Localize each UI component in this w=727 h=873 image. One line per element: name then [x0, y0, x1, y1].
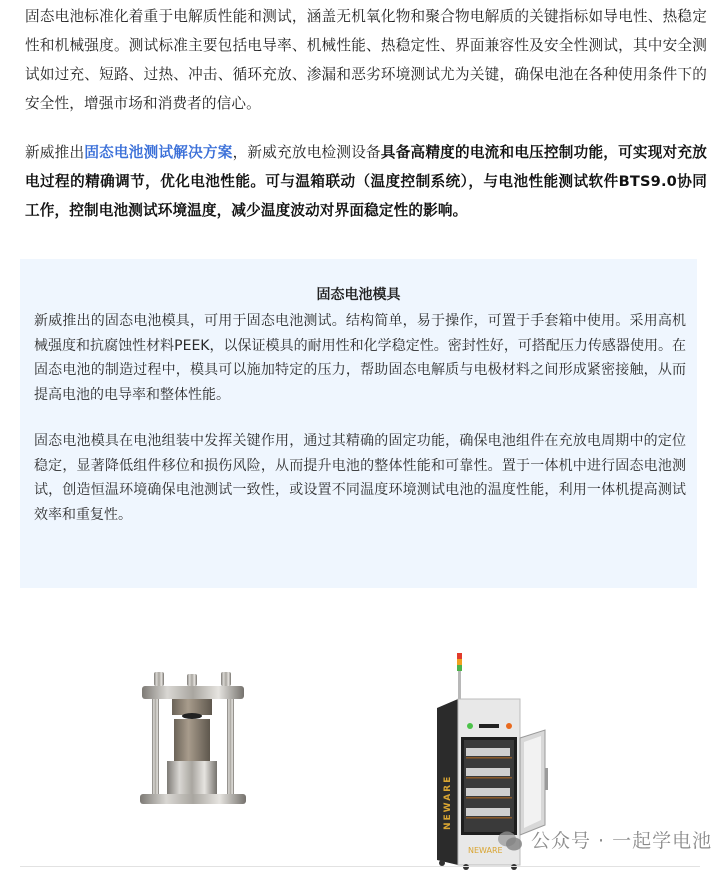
mold-info-panel [20, 259, 697, 588]
bottom-divider [20, 866, 700, 867]
panel-paragraph-1: 新威推出的固态电池模具，可用于固态电池测试。结构简单，易于操作，可置于手套箱中使用。采用高机械强度和抗腐蚀性材料PEEK，以保证模具的耐用性和化学稳定性。密封性好，可搭配压力传感器使用。在固态电池的制造过程中，模具可以施加特定的压力，帮助固态电解质与电极材料之间形成紧密接触，从而提高电池的电导率和整体性能。 [34, 313, 686, 403]
intro-paragraph-1: 固态电池标准化着重于电解质性能和测试，涵盖无机氧化物和聚合物电解质的关键指标如导电性、热稳定性和机械强度。测试标准主要包括电导率、机械性能、热稳定性、界面兼容性及安全性测试，其中安全测试如过充、短路、过热、冲击、循环充放、渗漏和恶劣环境测试尤为关键，确保电池在各种使用条件下的安全性，增强市场和消费者的信心。 [25, 8, 707, 112]
solid-state-battery-solution-link[interactable]: 固态电池测试解决方案 [84, 144, 233, 161]
svg-text:NEWARE: NEWARE [443, 774, 453, 830]
intro-bold-text: 具备高精度的电流和电压控制功能，可实现对充放电过程的精确调节，优化电池性能。可与温箱联动（温度控制系统），与电池性能测试软件BTS9.0协同工作，控制电池测试环境温度，减少温度波动对界面稳定性的影响。 [25, 144, 707, 219]
panel-paragraph-2: 固态电池模具在电池组装中发挥关键作用，通过其精确的固定功能，确保电池组件在充放电周期中的定位稳定，显著降低组件移位和损伤风险，从而提升电池的整体性能和可靠性。置于一体机中进行固态电池测试，创造恒温环境确保电池测试一致性，或设置不同温度环境测试电池的温度性能，利用一体机提高测试效率和重复性。 [34, 433, 686, 523]
panel-title: 固态电池模具 [316, 287, 401, 303]
intro-middle: ，新威充放电检测设备 [232, 144, 381, 161]
watermark-text: 公众号 · 一起学电池 [531, 830, 713, 852]
wechat-icon [497, 828, 523, 854]
wechat-watermark [497, 828, 712, 854]
intro-prefix: 新威推出 [25, 144, 85, 161]
battery-mold-image [140, 670, 246, 804]
svg-text:NEWARE: NEWARE [468, 846, 503, 855]
intro-paragraph-2 [25, 138, 707, 225]
